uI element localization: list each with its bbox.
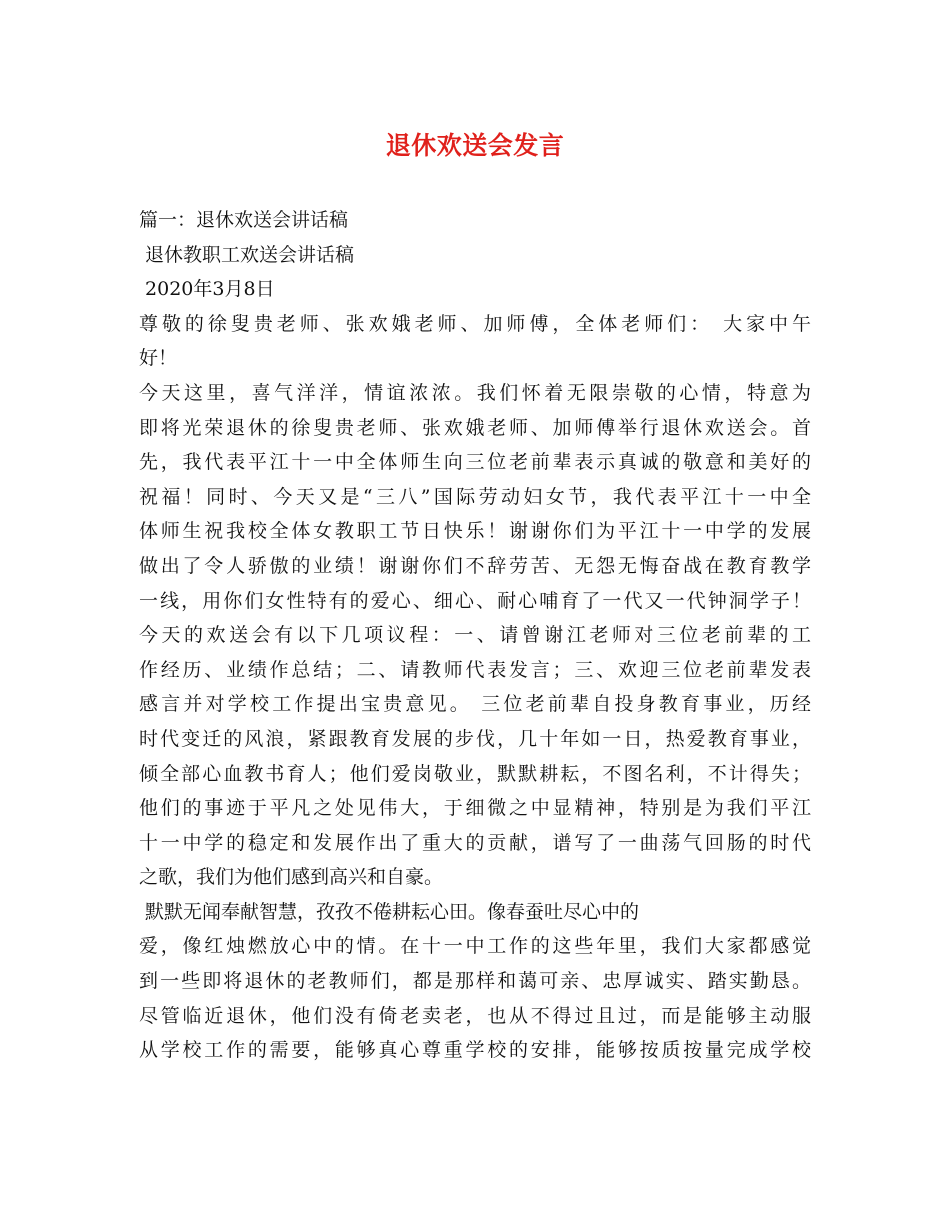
body-line: 2020年3月8日 [139,278,275,301]
body-line: 时代变迁的风浪，紧跟教育发展的步伐，几十年如一日，热爱教育事业， [139,727,811,750]
body-line: 之歌，我们为他们感到高兴和自豪。 [139,866,444,889]
body-line: 先，我代表平江十一中全体师生向三位老前辈表示真诚的敬意和美好的 [139,451,811,474]
body-line: 作经历、业绩作总结；二、请教师代表发言；三、欢迎三位老前辈发表 [139,658,811,681]
body-line: 退休教职工欢送会讲话稿 [139,243,355,266]
body-line: 尊敬的徐叟贵老师、张欢娥老师、加师傅，全体老师们： 大家中午 [139,312,811,335]
body-line: 爱，像红烛燃放心中的情。在十一中工作的这些年里，我们大家都感觉 [139,935,811,958]
body-line: 到一些即将退休的老教师们，都是那样和蔼可亲、忠厚诚实、踏实勤恳。 [139,970,811,993]
body-line: 今天这里，喜气洋洋，情谊浓浓。我们怀着无限崇敬的心情，特意为 [139,381,811,404]
body-line: 做出了令人骄傲的业绩！谢谢你们不辞劳苦、无怨无悔奋战在教育教学 [139,554,811,577]
body-line: 体师生祝我校全体女教职工节日快乐！谢谢你们为平江十一中学的发展 [139,520,811,543]
body-line: 今天的欢送会有以下几项议程：一、请曾谢江老师对三位老前辈的工 [139,624,811,647]
body-line: 尽管临近退休，他们没有倚老卖老，也从不得过且过，而是能够主动服 [139,1004,811,1027]
body-line: 他们的事迹于平凡之处见伟大，于细微之中显精神，特别是为我们平江 [139,797,811,820]
body-line: 一线，用你们女性特有的爱心、细心、耐心哺育了一代又一代钟洞学子！ [139,589,811,612]
body-line: 默默无闻奉献智慧，孜孜不倦耕耘心田。像春蚕吐尽心中的 [139,900,640,923]
document-title: 退休欢送会发言 [385,131,565,160]
body-line: 祝福！同时、今天又是“三八”国际劳动妇女节，我代表平江十一中全 [139,485,811,508]
body-line: 感言并对学校工作提出宝贵意见。 三位老前辈自投身教育事业，历经 [139,693,811,716]
body-line: 篇一：退休欢送会讲话稿 [139,209,349,231]
body-line: 即将光荣退休的徐叟贵老师、张欢娥老师、加师傅举行退休欢送会。首 [139,416,811,439]
body-line: 倾全部心血教书育人；他们爱岗敬业，默默耕耘，不图名利，不计得失； [139,762,811,785]
body-line: 十一中学的稳定和发展作出了重大的贡献，谱写了一曲荡气回肠的时代 [139,831,811,854]
body-line: 好！ [139,347,178,370]
document-body [139,203,811,1068]
body-line: 从学校工作的需要，能够真心尊重学校的安排，能够按质按量完成学校 [139,1039,811,1062]
